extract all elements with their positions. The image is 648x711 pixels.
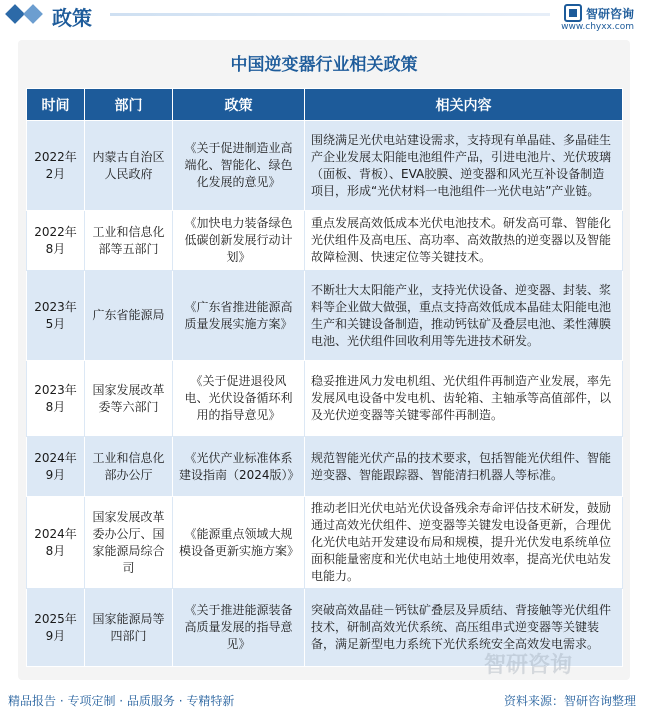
table-header-row bbox=[27, 89, 623, 121]
column-header-policy: 政策 bbox=[173, 89, 305, 121]
watermark: 智研咨询 bbox=[484, 653, 573, 678]
cell-dept: 国家发展改革委等六部门 bbox=[85, 361, 173, 437]
footer-services: 精品报告 · 专项定制 · 品质服务 · 专精特新 bbox=[8, 694, 235, 708]
table-row bbox=[27, 211, 623, 271]
cell-policy: 《关于促进制造业高端化、智能化、绿色化发展的意见》 bbox=[173, 121, 305, 211]
cell-policy: 《能源重点领域大规模设备更新实施方案》 bbox=[173, 497, 305, 589]
cell-time: 2022年2月 bbox=[27, 121, 85, 211]
table-row bbox=[27, 437, 623, 497]
table-row bbox=[27, 121, 623, 211]
cell-time: 2024年8月 bbox=[27, 497, 85, 589]
column-header-content: 相关内容 bbox=[305, 89, 623, 121]
cell-content: 围绕满足光伏电站建设需求，支持现有单晶硅、多晶硅生产企业发展太阳能电池组件产品，引进电池片、光伏玻璃（面板、背板）、EVA胶膜、逆变器和风光互补设备制造项目，形成“光伏材料一电池组件一光伏电站”产业链。 bbox=[305, 121, 623, 211]
table-row bbox=[27, 361, 623, 437]
cell-time: 2025年9月 bbox=[27, 589, 85, 667]
cell-content: 重点发展高效低成本光伏电池技术。研发高可靠、智能化光伏组件及高电压、高功率、高效散热的逆变器以及智能故障检测、快速定位等关键技术。 bbox=[305, 211, 623, 271]
cell-content: 推动老旧光伏电站光伏设备残余寿命评估技术研发，鼓励通过高效光伏组件、逆变器等关键发电设备更新，合理优化光伏电站开发建设布局和规模，提升光伏发电系统单位面积能量密度和光伏电站土地使用效率，提高光伏电站发电能力。 bbox=[305, 497, 623, 589]
cell-content: 不断壮大太阳能产业，支持光伏设备、逆变器、封装、浆料等企业做大做强，重点支持高效低成本晶硅太阳能电池生产和关键设备制造，推动钙钛矿及叠层电池、柔性薄膜电池、光伏组件回收利用等先进技术研发。 bbox=[305, 271, 623, 361]
header-divider bbox=[110, 13, 550, 16]
brand-name: 智研咨询 bbox=[585, 6, 634, 21]
page-footer bbox=[0, 688, 648, 711]
cell-time: 2022年8月 bbox=[27, 211, 85, 271]
cell-policy: 《广东省推进能源高质量发展实施方案》 bbox=[173, 271, 305, 361]
cell-time: 2024年9月 bbox=[27, 437, 85, 497]
cell-dept: 工业和信息化部办公厅 bbox=[85, 437, 173, 497]
cell-content: 规范智能光伏产品的技术要求，包括智能光伏组件、智能逆变器、智能跟踪器、智能清扫机器人等标准。 bbox=[305, 437, 623, 497]
cell-policy: 《光伏产业标准体系建设指南（2024版）》 bbox=[173, 437, 305, 497]
section-title: 政策 bbox=[52, 6, 92, 30]
cell-time: 2023年5月 bbox=[27, 271, 85, 361]
footer-source: 资料来源：智研咨询整理 bbox=[503, 694, 636, 708]
table-row bbox=[27, 497, 623, 589]
cell-dept: 工业和信息化部等五部门 bbox=[85, 211, 173, 271]
cell-dept: 广东省能源局 bbox=[85, 271, 173, 361]
cell-content: 稳妥推进风力发电机组、光伏组件再制造产业发展，率先发展风电设备中发电机、齿轮箱、主轴承等高值部件，以及光伏逆变器等关键零部件再制造。 bbox=[305, 361, 623, 437]
cell-dept: 内蒙古自治区人民政府 bbox=[85, 121, 173, 211]
column-header-time: 时间 bbox=[27, 89, 85, 121]
cell-policy: 《加快电力装备绿色低碳创新发展行动计划》 bbox=[173, 211, 305, 271]
cell-content: 突破高效晶硅－钙钛矿叠层及异质结、背接触等光伏组件技术，研制高效光伏系统、高压组串式逆变器等关键装备，满足新型电力系统下光伏系统安全高效发电需求。 bbox=[305, 589, 623, 667]
policy-table bbox=[26, 88, 623, 667]
section-header bbox=[0, 0, 648, 30]
column-header-dept: 部门 bbox=[85, 89, 173, 121]
brand-logo bbox=[564, 4, 634, 22]
table-row bbox=[27, 271, 623, 361]
cell-dept: 国家能源局等四部门 bbox=[85, 589, 173, 667]
cell-dept: 国家发展改革委办公厅、国家能源局综合司 bbox=[85, 497, 173, 589]
table-title: 中国逆变器行业相关政策 bbox=[230, 55, 418, 75]
cell-time: 2023年8月 bbox=[27, 361, 85, 437]
brand-site: www.chyxx.com bbox=[561, 22, 634, 32]
brand-logo-icon bbox=[564, 4, 582, 22]
cell-policy: 《关于促进退役风电、光伏设备循环利用的指导意见》 bbox=[173, 361, 305, 437]
cell-policy: 《关于推进能源装备高质量发展的指导意见》 bbox=[173, 589, 305, 667]
header-diamond-icon bbox=[8, 6, 44, 25]
